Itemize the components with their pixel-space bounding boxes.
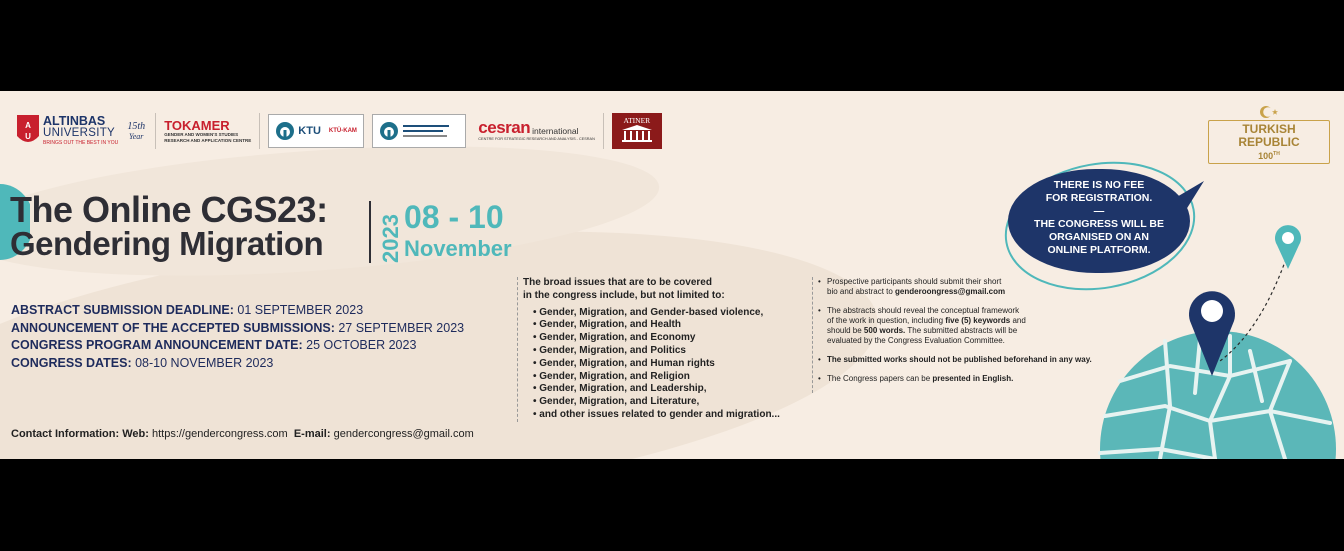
altinbas-shield-icon: [16, 114, 40, 148]
note-text: The submitted abstracts will be: [905, 326, 1018, 335]
list-item: • and other issues related to gender and migration...: [533, 409, 780, 422]
cesran-suffix: international: [532, 126, 579, 136]
congress-title: [10, 189, 328, 262]
note-text: and: [1010, 316, 1026, 325]
list-item: • Gender, Migration, and Religion: [533, 371, 780, 384]
ktu-emblem-icon: [275, 121, 295, 141]
note-text: evaluated by the Congress Evaluation Committee.: [827, 336, 1005, 345]
note-text: bio and abstract to: [827, 287, 896, 296]
note-bold: presented in English.: [932, 374, 1014, 383]
no-fee-bubble: [1008, 169, 1190, 273]
ktu-logo: [268, 114, 364, 148]
altinbas-name: ALTINBAS: [43, 114, 106, 128]
bubble-line-4: ORGANISED ON AN: [1049, 231, 1149, 243]
note-text: should be: [827, 326, 864, 335]
altinbas-logo: [10, 113, 156, 149]
issues-intro-1: The broad issues that are to be covered: [523, 277, 712, 288]
title-divider: [369, 201, 371, 263]
ktu-institute-logo: [372, 114, 466, 148]
title-line-1: The Online CGS23:: [10, 189, 328, 230]
anniversary-word: Year: [129, 131, 144, 141]
cesran-name: cesran: [478, 118, 531, 137]
note-bold: five (5) keywords: [945, 316, 1011, 325]
deadline-label: CONGRESS PROGRAM ANNOUNCEMENT DATE:: [11, 338, 303, 352]
note-text: Prospective participants should submit their short: [827, 277, 1002, 286]
bubble-dash: —: [1093, 205, 1105, 217]
congress-banner: [0, 91, 1344, 459]
issues-list: [523, 307, 780, 422]
contact-email-label: E-mail:: [293, 428, 331, 440]
deadline-value: 01 SEPTEMBER 2023: [237, 303, 364, 317]
altinbas-tagline: BRINGS OUT THE BEST IN YOU: [43, 140, 119, 146]
deadline-row: [11, 302, 464, 320]
tokamer-sub1: GENDER AND WOMEN'S STUDIES: [164, 131, 239, 137]
altinbas-sub: UNIVERSITY: [43, 127, 116, 139]
institute-emblem-icon: [379, 121, 399, 141]
svg-text:U: U: [25, 132, 31, 141]
list-item: • Gender, Migration, and Human rights: [533, 358, 780, 371]
cesran-sub: CENTRE FOR STRATEGIC RESEARCH AND ANALYSIS - CESRAN: [478, 137, 595, 141]
event-year: 2023: [378, 214, 403, 263]
tokamer-logo: [156, 113, 260, 149]
turkish-republic-100-logo: TURKISH REPUBLIC 100TH: [1208, 105, 1330, 151]
contact-info: [11, 428, 474, 440]
note-email[interactable]: genderoongress@gmail.com: [895, 287, 1006, 296]
list-item: • Gender, Migration, and Politics: [533, 345, 780, 358]
issues-intro-2: in the congress include, but not limited to:: [523, 289, 725, 301]
deadline-value: 27 SEPTEMBER 2023: [338, 320, 465, 335]
turkish-republic-text: TURKISH REPUBLIC: [1238, 122, 1300, 149]
list-item: • Gender, Migration, and Leadership,: [533, 383, 780, 396]
list-item: • Gender, Migration, and Gender-based violence,: [533, 307, 780, 320]
deadline-label: ABSTRACT SUBMISSION DEADLINE:: [11, 303, 234, 317]
note-text: The abstracts should reveal the conceptual framework: [827, 306, 1020, 315]
anniversary-badge: [123, 122, 149, 141]
tokamer-sub2: RESEARCH AND APPLICATION CENTRE: [164, 137, 252, 143]
contact-web-label: Contact Information: Web:: [11, 428, 149, 440]
institute-text-lines: [403, 123, 453, 139]
deadline-row: [11, 355, 464, 373]
bubble-line-5: ONLINE PLATFORM.: [1047, 244, 1151, 256]
bubble-line-1: THERE IS NO FEE: [1053, 179, 1145, 191]
deadline-label: ANNOUNCEMENT OF THE ACCEPTED SUBMISSIONS:: [11, 320, 335, 335]
deadline-row: [11, 320, 464, 338]
note-bold: 500 words.: [863, 326, 906, 335]
deadline-value: 25 OCTOBER 2023: [306, 338, 417, 352]
issues-block: [517, 277, 780, 422]
logo-row: [10, 111, 668, 151]
note-text: of the work in question, including: [827, 316, 946, 325]
contact-web-link[interactable]: https://gendercongress.com: [151, 428, 288, 440]
bubble-line-3: THE CONGRESS WILL BE: [1034, 218, 1164, 230]
list-item: • Gender, Migration, and Literature,: [533, 396, 780, 409]
atiner-name: ATINER: [623, 116, 651, 125]
deadlines-list: [11, 302, 464, 372]
cesran-logo: [474, 113, 604, 149]
anniversary-number: 15th: [127, 120, 146, 132]
atiner-logo: [604, 113, 668, 149]
contact-email-link[interactable]: gendercongress@gmail.com: [333, 428, 474, 440]
event-month: November: [404, 236, 512, 261]
note-text: The Congress papers can be: [827, 374, 933, 383]
deadline-label: CONGRESS DATES:: [11, 355, 132, 370]
title-line-2: Gendering Migration: [10, 225, 324, 262]
svg-text:A: A: [25, 121, 31, 130]
temple-icon: [620, 125, 654, 143]
list-item: • Gender, Migration, and Health: [533, 319, 780, 332]
list-item: • Gender, Migration, and Economy: [533, 332, 780, 345]
turkish-republic-number: 100: [1258, 151, 1274, 161]
crescent-star-icon: [1256, 105, 1282, 119]
tokamer-name: TOKAMER: [164, 117, 230, 133]
ktu-name: KTU: [298, 125, 321, 137]
deadline-value: 08-10 NOVEMBER 2023: [135, 355, 274, 370]
event-days: 08 - 10: [404, 199, 504, 235]
bubble-line-2: FOR REGISTRATION.: [1045, 192, 1153, 204]
note-bold: The submitted works should not be published beforehand in any way.: [827, 355, 1092, 364]
deadline-row: [11, 337, 464, 355]
ktu-kam-name: KTÜ-KAM: [328, 128, 357, 134]
